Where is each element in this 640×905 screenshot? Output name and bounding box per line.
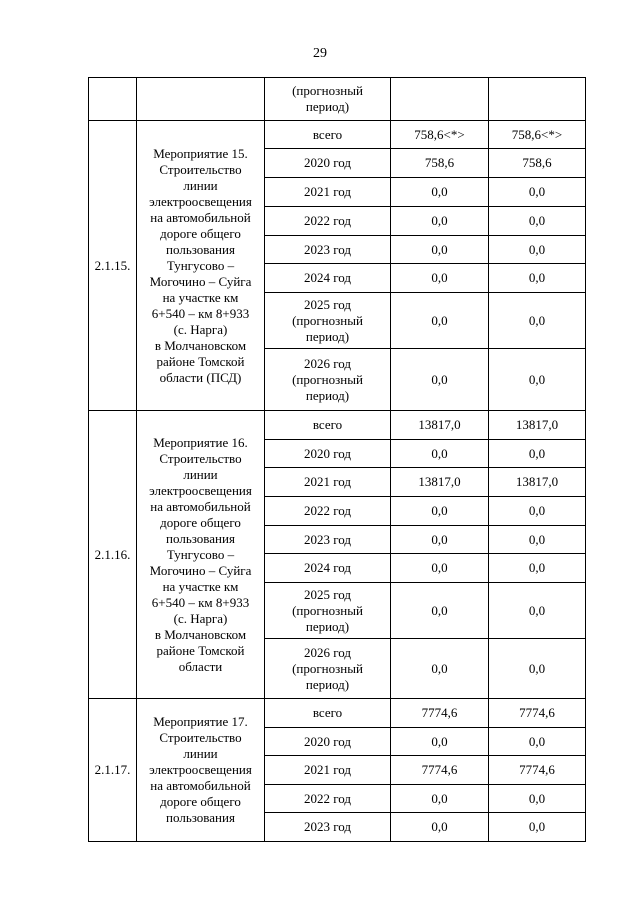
period-cell: 2020 год [265,440,391,468]
item-number: 2.1.15. [89,121,137,411]
period-cell: 2020 год [265,149,391,178]
period-cell: 2022 год [265,207,391,236]
amount-cell-budget: 13817,0 [489,411,586,440]
period-cell: 2023 год [265,236,391,264]
amount-cell-budget: 0,0 [489,349,586,411]
period-cell: 2023 год [265,813,391,842]
amount-cell-total: 0,0 [391,813,489,842]
period-cell: 2024 год [265,264,391,293]
amount-cell-budget: 758,6 [489,149,586,178]
item-description: Мероприятие 17. Строительство линии электроосвещения на автомобильной дороге общего пользования [137,699,265,842]
amount-cell-total: 7774,6 [391,699,489,728]
amount-cell-budget: 0,0 [489,264,586,293]
period-cell: всего [265,411,391,440]
amount-cell-budget: 758,6<*> [489,121,586,149]
period-cell: 2026 год (прогнозный период) [265,639,391,699]
amount-cell-total: 13817,0 [391,468,489,497]
amount-cell-total: 0,0 [391,526,489,554]
amount-cell-budget: 0,0 [489,497,586,526]
item-description: Мероприятие 16. Строительство линии электроосвещения на автомобильной дороге общего пользования Тунгусово – Могочино – Суйга на участке км 6+540 – км 8+933 (с. Нарга) в Молчановском районе Томской области [137,411,265,699]
amount-cell-total: 0,0 [391,293,489,349]
period-cell: всего [265,699,391,728]
amount-cell-total: 0,0 [391,207,489,236]
period-cell: 2022 год [265,785,391,813]
amount-cell-total: 0,0 [391,349,489,411]
amount-cell-budget: 0,0 [489,236,586,264]
budget-table [88,77,586,842]
budget-table-body [89,78,586,842]
amount-cell-budget: 0,0 [489,440,586,468]
amount-cell-total: 0,0 [391,639,489,699]
period-cell: 2021 год [265,178,391,207]
amount-cell-total: 7774,6 [391,756,489,785]
amount-cell-total: 13817,0 [391,411,489,440]
table-row [89,411,586,440]
amount-cell-budget: 0,0 [489,728,586,756]
period-cell: 2025 год (прогнозный период) [265,583,391,639]
empty-cell [137,78,265,121]
period-cell: 2021 год [265,468,391,497]
amount-cell-budget: 0,0 [489,207,586,236]
amount-cell-budget: 7774,6 [489,699,586,728]
amount-cell-budget: 0,0 [489,526,586,554]
period-cell: 2021 год [265,756,391,785]
period-cell: (прогнозный период) [265,78,391,121]
table-row [89,699,586,728]
item-number: 2.1.17. [89,699,137,842]
period-cell: всего [265,121,391,149]
period-cell: 2026 год (прогнозный период) [265,349,391,411]
page-number: 29 [313,46,327,61]
amount-cell-total: 758,6<*> [391,121,489,149]
amount-cell-budget: 0,0 [489,178,586,207]
amount-cell-budget: 7774,6 [489,756,586,785]
amount-cell-total: 0,0 [391,264,489,293]
empty-cell [89,78,137,121]
amount-cell-total: 758,6 [391,149,489,178]
amount-cell-total: 0,0 [391,728,489,756]
amount-cell-budget: 13817,0 [489,468,586,497]
amount-cell-total: 0,0 [391,497,489,526]
period-cell: 2022 год [265,497,391,526]
amount-cell-budget: 0,0 [489,813,586,842]
amount-cell-total: 0,0 [391,236,489,264]
amount-cell-budget: 0,0 [489,785,586,813]
item-description: Мероприятие 15. Строительство линии электроосвещения на автомобильной дороге общего пользования Тунгусово – Могочино – Суйга на участке км 6+540 – км 8+933 (с. Нарга) в Молчановском районе Томской области (ПСД) [137,121,265,411]
empty-cell [391,78,489,121]
amount-cell-budget: 0,0 [489,293,586,349]
continuation-row [89,78,586,121]
item-number: 2.1.16. [89,411,137,699]
period-cell: 2024 год [265,554,391,583]
amount-cell-budget: 0,0 [489,583,586,639]
amount-cell-total: 0,0 [391,440,489,468]
period-cell: 2023 год [265,526,391,554]
period-cell: 2025 год (прогнозный период) [265,293,391,349]
amount-cell-total: 0,0 [391,178,489,207]
amount-cell-total: 0,0 [391,554,489,583]
amount-cell-budget: 0,0 [489,639,586,699]
period-cell: 2020 год [265,728,391,756]
amount-cell-budget: 0,0 [489,554,586,583]
amount-cell-total: 0,0 [391,583,489,639]
table-row [89,121,586,149]
empty-cell [489,78,586,121]
amount-cell-total: 0,0 [391,785,489,813]
